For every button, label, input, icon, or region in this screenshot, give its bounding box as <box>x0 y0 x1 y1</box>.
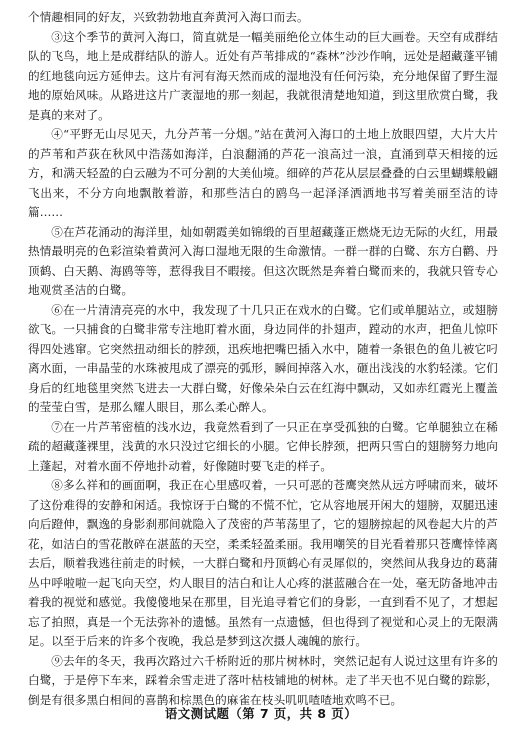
paragraph-6: ⑥在一片清清亮亮的水中，我发现了十几只正在戏水的白鹭。它们或单腿站立，或翅膀欲飞。一只捕食的白鹭非常专注地盯着水面，身边同伴的扑翅声，蹚动的水声，把鱼儿惊吓得四处逃窜。它突然扭动细长的脖颈，迅疾地把嘴巴插入水中，随着一条银色的鱼儿被它叼离水面，一串晶莹的水珠被甩成了漂亮的弧形，瞬间掉落入水，砸出浅浅的水豹轻漾。它们身后的红地毯里突然飞进去一大群白鹭，好像朵朵白云在红海中飘动，又如赤红霞光上覆盖的莹莹白雪，是那么耀人眼目，那么柔心醉人。 <box>28 302 498 414</box>
page-footer: 语文测试题（第 7 页，共 8 页） <box>164 706 358 721</box>
paragraph-continuation: 个情趣相同的好友，兴致勃勃地直奔黄河入海口而去。 <box>28 10 309 24</box>
paragraph-3: ③这个季节的黄河入海口，简直就是一幅美丽绝伦立体生动的巨大画卷。天空有成群结队的飞鸟，地上是成群结队的游人。近处有芦苇排成的“森林”沙沙作响，远处是超藏蓬平铺的红地毯向远方延伸去。这片有河有海天然而成的湿地没有任何污染，充分地保留了野生湿地的原始风味。从路进这片广袤湿地的那一刻起，我就很清楚地知道，到这里欣赏白鹭，我是真的来对了。 <box>28 29 498 122</box>
paragraph-5: ⑤在芦花涌动的海洋里，灿如朝霞美如锦缎的百里超藏蓬正燃烧无边无际的火红，用最热情最明亮的色彩渲染着黄河入海口湿地无限的生命激情。一群一群的白鹭、东方白鹳、丹顶鹤、白天鹅、海鸥等等，惹得我目不暇接。但这次既然是奔着白鹭而来的，我就只管专心地观赏圣洁的白鹭。 <box>28 224 498 297</box>
paragraph-7: ⑦在一片芦苇密植的浅水边，我竟然看到了一只正在享受孤独的白鹭。它单腿独立在稀疏的超藏蓬裸里，浅黄的水只没过它细长的小腿。它伸长脖颈，把两只雪白的翅膀努力地向上蓬起，对着水面不停地扑动着，好像随时要飞走的样子。 <box>28 419 498 473</box>
essay-body <box>28 8 498 710</box>
paragraph-4: ④“平野无山尽见天，九分芦苇一分烟。”站在黄河入海口的土地上放眼四望，大片大片的芦苇和芦荻在秋风中浩荡如海洋，白浪翻涌的芦花一浪高过一浪，直涌到草天相接的远方，和满天轻盈的白云融为不可分割的大美仙境。细碎的芦花从层层叠叠的白云里蝴蝶般翩飞出来，不分方向地飘散着游，和那些洁白的鸥鸟一起泽泽洒洒地书写着美丽至洁的诗篇…… <box>28 127 498 219</box>
paragraph-8: ⑧多么祥和的画面啊，我正在心里感叹着，一只可恶的苍鹰突然从远方呼啸而来，破坏了这份难得的安静和闲适。我惊讶于白鹭的不慌不忙，它从容地展开闲大的翅膀，双腿迅速向后蹬伸，飘逸的身影刹那间就隐入了茂密的芦苇荡里了，它的翅膀掠起的风卷起大片的芦花，如洁白的雪花散碎在湛蓝的天空，柔柔轻盈柔丽。我用嘲笑的目光看着那只苍鹰悻悻离去后，顺着我逃往前走的时候，一大群白鹭和丹顶鹤心有灵犀似的，突然间从我身边的葛蒲丛中呼啦啦一起飞向天空，灼人眼目的洁白和让人心疼的湛蓝融合在一处，毫无防备地冲击着我的视觉和感觉。我傻傻地呆在那里，目光追寻着它们的身影，一直到看不见了，才想起忘了拍照，真是一个无法弥补的遗憾。虽然有一点遗憾，但也得到了视觉和心灵上的无限满足。以至于后来的许多个夜晚，我总是梦到这次摄人魂魄的旅行。 <box>28 478 498 648</box>
paragraph-9: ⑨去年的冬天，我再次路过六千桥附近的那片树林时，突然记起有人说过这里有许多的白鹭，于是停下车来，踩着余雪走进了落叶枯枝铺地的树林。走了半天也不见白鹭的踪影，倒是有很多黑白相间的喜鹊和棕黑色的麻雀在枝头叽叽喳喳地欢鸣不已。 <box>28 653 498 707</box>
